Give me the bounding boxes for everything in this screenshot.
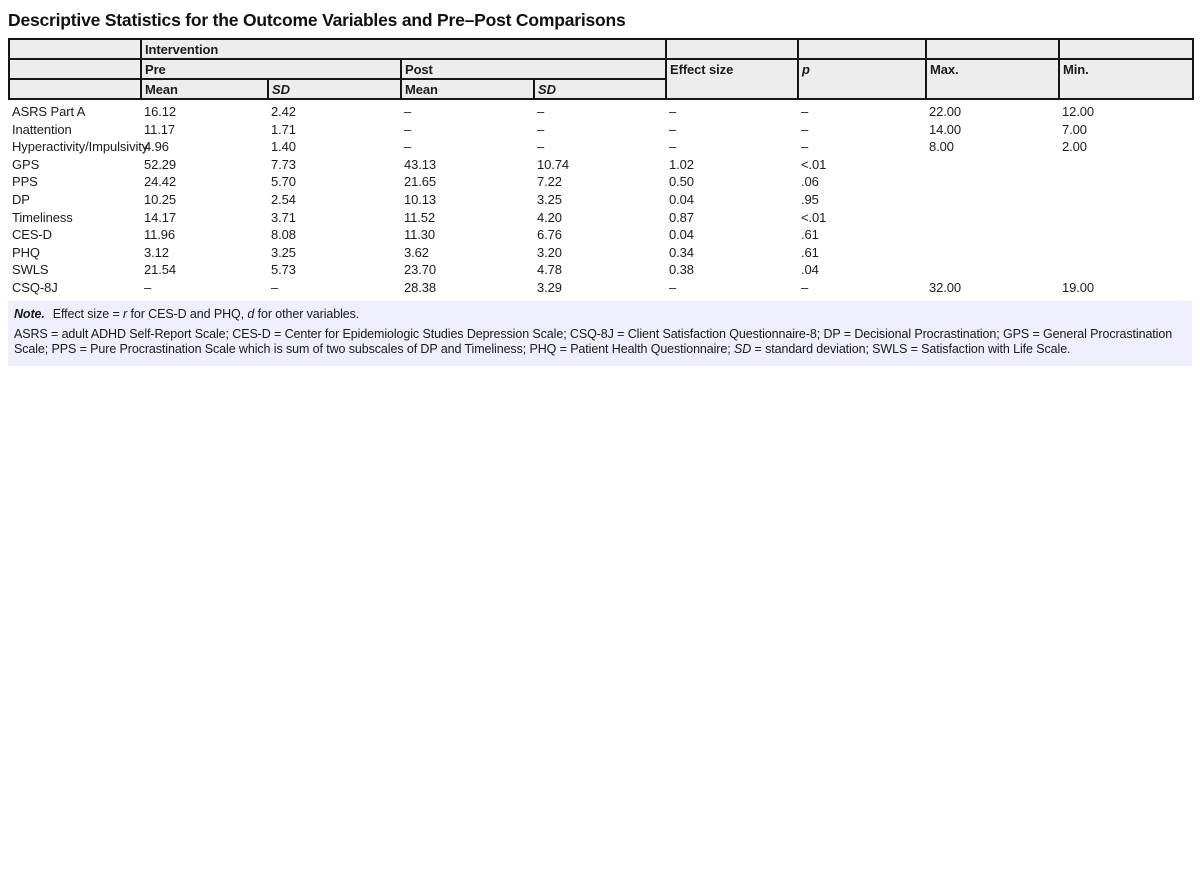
effect-size-cell: – — [669, 279, 677, 295]
max-header-cell: Max. — [926, 59, 1059, 99]
max-cell: 14.00 — [929, 121, 962, 137]
post-mean-cell: 43.13 — [404, 156, 437, 172]
max-cell — [926, 244, 1059, 262]
table-row — [9, 279, 1193, 297]
note-text: = standard deviation; SWLS = Satisfaction with Life Scale. — [751, 342, 1071, 357]
post-sd-cell: 3.29 — [537, 279, 562, 295]
empty-header-cell — [798, 39, 926, 59]
table-row — [9, 226, 1193, 244]
note-text: Effect size = — [52, 306, 124, 321]
note-text: for other variables. — [254, 306, 360, 321]
table-row — [9, 173, 1193, 191]
pre-sd-header-cell: SD — [268, 79, 401, 99]
min-cell: 12.00 — [1062, 104, 1095, 119]
pre-mean-cell: 4.96 — [144, 139, 169, 155]
row-label-cell: PHQ — [12, 244, 40, 260]
post-sd-cell: 7.22 — [537, 174, 562, 190]
p-value-cell: .61 — [801, 244, 819, 260]
pre-sd-cell: 1.71 — [271, 121, 296, 137]
effect-size-header-cell: Effect size — [666, 59, 798, 99]
post-sd-cell: 4.20 — [537, 209, 562, 225]
corner-cell — [9, 79, 141, 99]
corner-cell — [9, 59, 141, 79]
effect-size-cell: 0.34 — [669, 244, 694, 260]
table-row — [9, 121, 1193, 139]
pre-mean-cell: 16.12 — [144, 104, 177, 119]
pre-mean-cell: 52.29 — [144, 156, 177, 172]
post-header-cell: Post — [401, 59, 666, 79]
min-header-cell: Min. — [1059, 59, 1193, 99]
post-sd-cell: – — [537, 104, 545, 119]
pre-mean-cell: – — [144, 279, 152, 295]
post-mean-cell: 21.65 — [404, 174, 437, 190]
pre-mean-cell: 3.12 — [144, 244, 169, 260]
post-mean-cell: 28.38 — [404, 279, 437, 295]
effect-size-cell: 0.04 — [669, 227, 694, 243]
p-value-header-cell: p — [798, 59, 926, 99]
pre-sd-cell: 5.70 — [271, 174, 296, 190]
post-mean-cell: 3.62 — [404, 244, 429, 260]
pre-mean-cell: 21.54 — [144, 262, 177, 278]
row-label-cell: ASRS Part A — [12, 104, 86, 119]
row-label-cell: Timeliness — [12, 209, 73, 225]
post-sd-header-cell: SD — [534, 79, 666, 99]
p-value-cell: .04 — [801, 262, 819, 278]
p-value-cell: – — [801, 121, 809, 137]
empty-header-cell — [666, 39, 798, 59]
row-label-cell: DP — [12, 191, 30, 207]
table-row — [9, 261, 1193, 279]
table-row — [9, 191, 1193, 209]
effect-size-cell: 1.02 — [669, 156, 694, 172]
pre-mean-cell: 11.17 — [144, 121, 176, 137]
row-label-cell: GPS — [12, 156, 40, 172]
p-value-cell: – — [801, 279, 809, 295]
note-r-symbol: r — [123, 306, 128, 321]
min-cell — [1059, 173, 1193, 191]
header-row-prepost — [9, 59, 1193, 79]
post-sd-cell: 10.74 — [537, 156, 570, 172]
post-sd-cell: 6.76 — [537, 227, 562, 243]
pre-header-cell: Pre — [141, 59, 401, 79]
table-row — [9, 156, 1193, 174]
row-label-cell: CES-D — [12, 227, 52, 243]
effect-size-cell: 0.38 — [669, 262, 694, 278]
table-row — [9, 244, 1193, 262]
empty-header-cell — [926, 39, 1059, 59]
pre-mean-cell: 14.17 — [144, 209, 177, 225]
table-row — [9, 209, 1193, 227]
post-mean-cell: 11.30 — [404, 227, 436, 243]
pre-sd-cell: 1.40 — [271, 139, 296, 155]
header-row-intervention — [9, 39, 1193, 59]
pre-mean-cell: 24.42 — [144, 174, 177, 190]
min-cell — [1059, 191, 1193, 209]
descriptive-statistics-table — [8, 38, 1194, 297]
post-sd-cell: 4.78 — [537, 262, 562, 278]
post-mean-header-cell: Mean — [401, 79, 534, 99]
row-label-cell: SWLS — [12, 262, 49, 278]
pre-mean-cell: 10.25 — [144, 191, 177, 207]
p-value-cell: – — [801, 104, 809, 119]
pre-sd-cell: 3.25 — [271, 244, 296, 260]
pre-sd-cell: 3.71 — [271, 209, 296, 225]
max-cell — [926, 191, 1059, 209]
effect-size-cell: – — [669, 139, 677, 155]
max-cell: 8.00 — [929, 139, 954, 155]
p-value-cell: – — [801, 139, 809, 155]
pre-sd-cell: 8.08 — [271, 227, 296, 243]
note-effect-size-line — [14, 306, 1186, 322]
min-cell — [1059, 209, 1193, 227]
effect-size-cell: – — [669, 121, 677, 137]
post-mean-cell: – — [404, 121, 412, 137]
max-cell — [926, 173, 1059, 191]
effect-size-cell: 0.04 — [669, 191, 694, 207]
post-mean-cell: 11.52 — [404, 209, 436, 225]
post-sd-cell: 3.20 — [537, 244, 562, 260]
min-cell — [1059, 156, 1193, 174]
max-cell — [926, 156, 1059, 174]
post-mean-cell: 23.70 — [404, 262, 437, 278]
min-cell — [1059, 226, 1193, 244]
note-text: ASRS = adult ADHD Self-Report Scale; CES-D = Center for Epidemiologic Studies Depression Scale; CSQ-8J = Client Satisfaction Questionnaire-8; DP = Decisional Procrastination; GPS = General Procrastination Scale; PPS = Pure Procrastination Scale which is sum of two subscales of DP and Timeliness; PHQ = Patient Health Questionnaire; — [14, 326, 1173, 357]
pre-mean-cell: 11.96 — [144, 227, 176, 243]
effect-size-cell: – — [669, 104, 677, 119]
corner-cell — [9, 39, 141, 59]
p-value-cell: .95 — [801, 191, 819, 207]
row-label-cell: Hyperactivity/Impulsivity — [12, 139, 149, 155]
min-cell — [1059, 261, 1193, 279]
note-label: Note. — [14, 306, 45, 321]
table-row — [9, 99, 1193, 121]
p-value-cell: <.01 — [801, 156, 827, 172]
p-value-cell: <.01 — [801, 209, 827, 225]
effect-size-cell: 0.50 — [669, 174, 694, 190]
p-value-cell: .06 — [801, 174, 819, 190]
note-sd-symbol: SD — [733, 342, 752, 357]
pre-sd-cell: 5.73 — [271, 262, 296, 278]
post-sd-cell: – — [537, 139, 545, 155]
pre-sd-cell: 2.42 — [271, 104, 296, 119]
table-note — [8, 301, 1192, 366]
row-label-cell: Inattention — [12, 121, 72, 137]
table-title: Descriptive Statistics for the Outcome Variables and Pre–Post Comparisons — [8, 10, 626, 30]
min-cell — [1059, 244, 1193, 262]
row-label-cell: CSQ-8J — [12, 279, 58, 295]
min-cell: 7.00 — [1062, 121, 1087, 137]
min-cell: 19.00 — [1062, 279, 1095, 295]
post-mean-cell: – — [404, 139, 412, 155]
post-sd-cell: – — [537, 121, 545, 137]
p-value-cell: .61 — [801, 227, 819, 243]
post-mean-cell: 10.13 — [404, 191, 437, 207]
max-cell — [926, 226, 1059, 244]
post-sd-cell: 3.25 — [537, 191, 562, 207]
min-cell: 2.00 — [1062, 139, 1087, 155]
table-body — [9, 99, 1193, 297]
max-cell — [926, 209, 1059, 227]
pre-mean-header-cell: Mean — [141, 79, 268, 99]
row-label-cell: PPS — [12, 174, 38, 190]
pre-sd-cell: 7.73 — [271, 156, 296, 172]
note-abbreviations-line — [14, 327, 1186, 358]
empty-header-cell — [1059, 39, 1193, 59]
post-mean-cell: – — [404, 104, 412, 119]
table-header — [9, 39, 1193, 99]
table-row — [9, 138, 1193, 156]
max-cell: 32.00 — [929, 279, 962, 295]
pre-sd-cell: – — [271, 279, 279, 295]
note-d-symbol: d — [247, 306, 255, 321]
intervention-header-cell: Intervention — [141, 39, 666, 59]
max-cell: 22.00 — [929, 104, 962, 119]
effect-size-cell: 0.87 — [669, 209, 694, 225]
pre-sd-cell: 2.54 — [271, 191, 296, 207]
note-text: for CES-D and PHQ, — [127, 306, 248, 321]
max-cell — [926, 261, 1059, 279]
